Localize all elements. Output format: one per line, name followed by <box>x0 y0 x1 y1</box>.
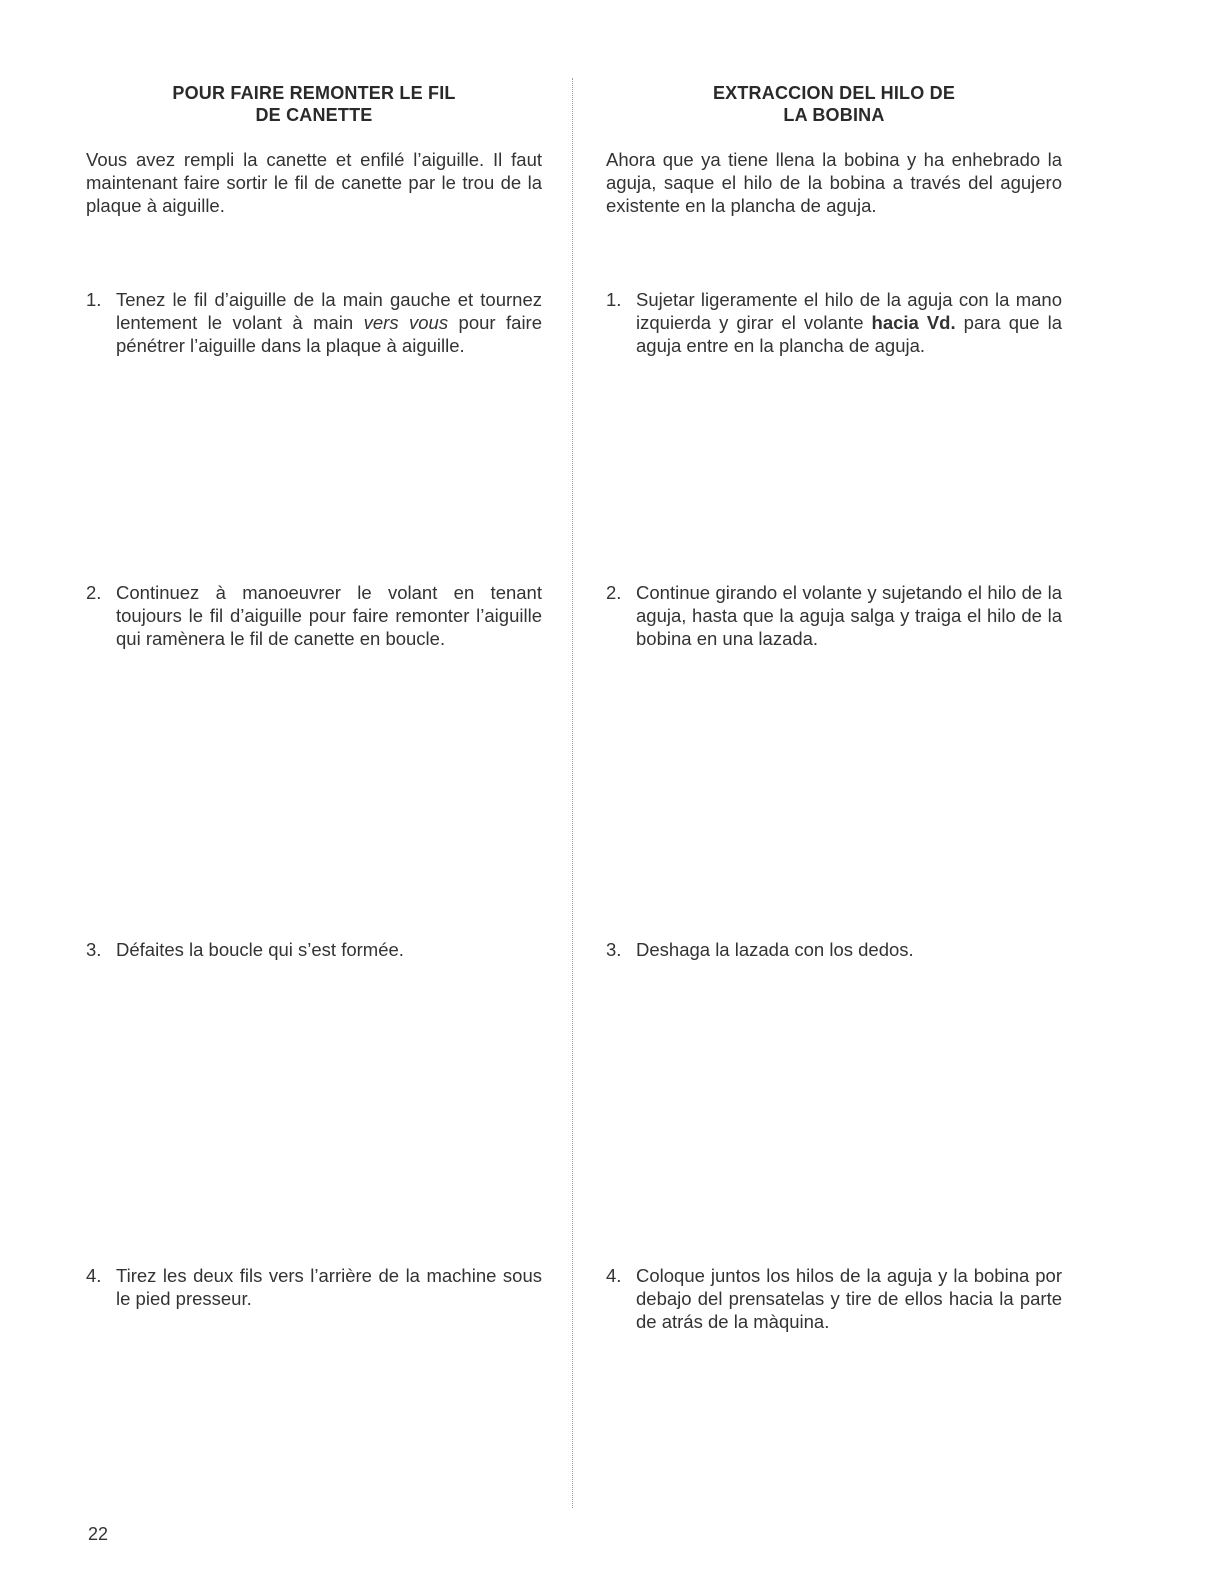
spanish-step-2 <box>606 581 1062 651</box>
french-step-1-emphasis: vers vous <box>363 312 449 334</box>
spanish-step-3 <box>606 938 1062 961</box>
spanish-heading-line-1: EXTRACCION DEL HILO DE <box>712 83 956 103</box>
spanish-heading <box>606 82 1062 126</box>
french-step-3 <box>86 938 542 961</box>
spanish-step-4 <box>606 1264 1062 1334</box>
french-step-4-text: Tirez les deux fils vers l’arrière de la machine sous le pied presseur. <box>116 1265 542 1310</box>
french-step-1-text-after: pour faire pénétrer l’aiguille dans la plaque à aiguille. <box>116 312 543 357</box>
french-intro: Vous avez rempli la canette et enfilé l’aiguille. Il faut maintenant faire sortir le fil de canette par le trou de la plaque à aiguille. <box>86 149 542 217</box>
french-step-2-text: Continuez à manoeuvrer le volant en tenant toujours le fil d’aiguille pour faire remonter l’aiguille qui ramènera le fil de canette en boucle. <box>116 582 542 650</box>
french-step-1-number: 1. <box>86 289 102 310</box>
spanish-step-3-number: 3. <box>606 939 622 960</box>
french-heading-line-2: DE CANETTE <box>255 105 373 125</box>
spanish-step-2-number: 2. <box>606 582 622 603</box>
page-number: 22 <box>88 1524 109 1544</box>
french-step-4-number: 4. <box>86 1265 102 1286</box>
french-step-2-number: 2. <box>86 582 102 603</box>
spanish-step-4-number: 4. <box>606 1265 622 1286</box>
spanish-intro: Ahora que ya tiene llena la bobina y ha enhebrado la aguja, saque el hilo de la bobina a través del agujero existente en la plancha de aguja. <box>606 149 1062 217</box>
spanish-step-1-text-before: Sujetar ligeramente el hilo de la aguja con la mano izquierda y girar el volante <box>636 289 1062 334</box>
french-step-1 <box>86 288 542 358</box>
spanish-heading-line-2: LA BOBINA <box>783 105 885 125</box>
french-heading <box>86 82 542 126</box>
spanish-step-1-text <box>636 288 1062 358</box>
french-step-4 <box>86 1264 542 1310</box>
spanish-step-1-emphasis: hacia Vd. <box>871 312 956 334</box>
spanish-step-2-text: Continue girando el volante y sujetando el hilo de la aguja, hasta que la aguja salga y traiga el hilo de la bobina en una lazada. <box>636 582 1062 650</box>
french-step-3-number: 3. <box>86 939 102 960</box>
column-divider <box>572 78 573 1508</box>
spanish-step-1 <box>606 288 1062 358</box>
french-heading-line-1: POUR FAIRE REMONTER LE FIL <box>172 83 456 103</box>
spanish-step-1-number: 1. <box>606 289 622 310</box>
spanish-step-4-text: Coloque juntos los hilos de la aguja y la bobina por debajo del prensatelas y tire de ellos hacia la parte de atrás de la màquina. <box>636 1265 1062 1333</box>
spanish-step-3-text: Deshaga la lazada con los dedos. <box>636 939 914 960</box>
french-step-2 <box>86 581 542 651</box>
spanish-step-1-text-after: para que la aguja entre en la plancha de aguja. <box>636 312 1063 357</box>
french-step-3-text: Défaites la boucle qui s’est formée. <box>116 939 404 960</box>
french-step-1-text <box>116 288 542 358</box>
french-step-1-text-before: Tenez le fil d’aiguille de la main gauche et tournez lentement le volant à main <box>116 289 542 334</box>
